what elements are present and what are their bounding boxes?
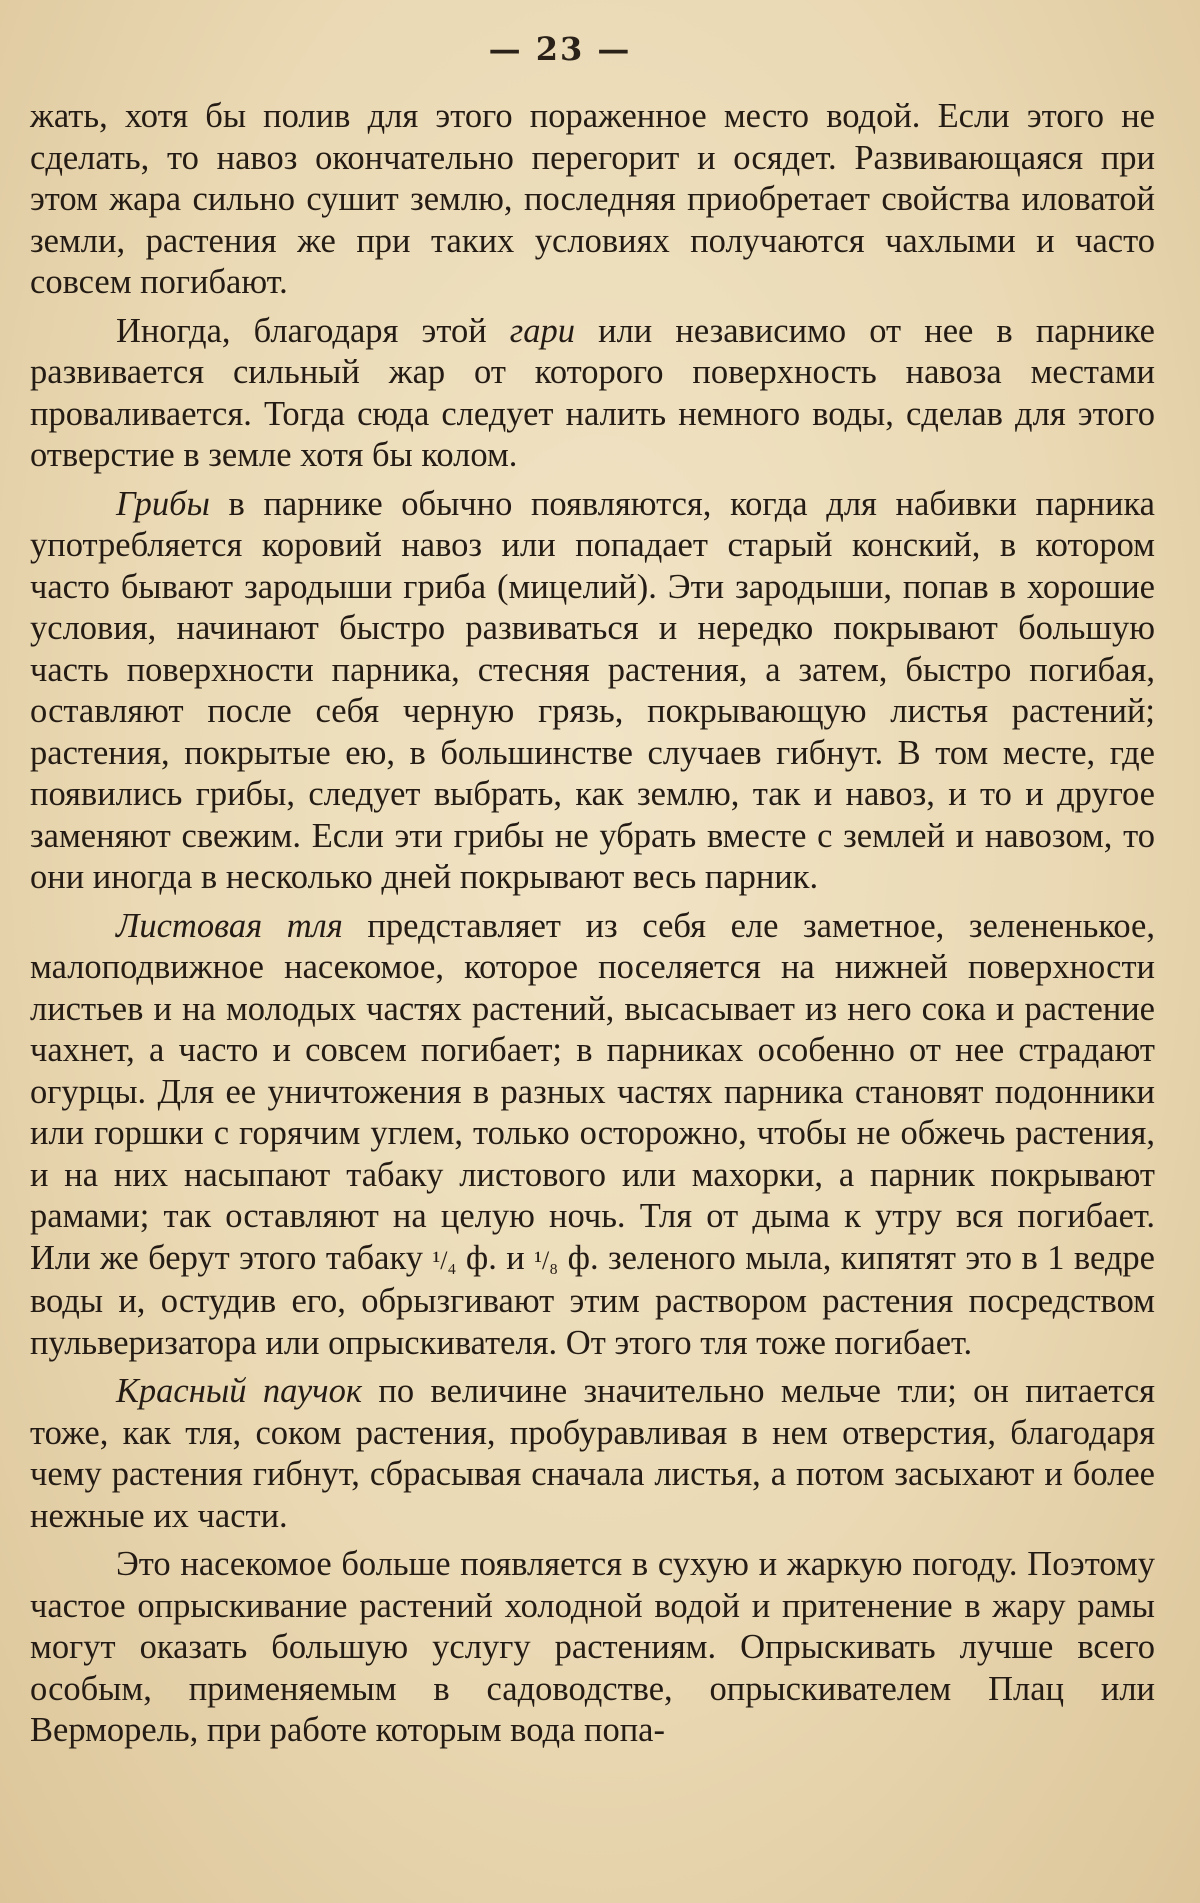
paragraph-5-text: по величине значительно мельче тли; он питается тоже, как тля, соком растения, пробуравливая в нем отверстия, благодаря чему растения гибнут, сбрасывая сначала листья, а потом засыхают и более нежные их части. [30, 1372, 1155, 1535]
paragraph-6-text: Это насекомое больше появляется в сухую и жаркую погоду. Поэтому частое опрыскивание растений холодной водой и притенение в жару рамы могут оказать большую услугу растениям. Опрыскивать лучше всего особым, применяемым в садоводстве, опрыскивателем Плац или Верморель, при работе которым вода попа- [30, 1545, 1155, 1749]
paragraph-5 [30, 1371, 1155, 1537]
paragraph-4-term: Листовая тля [116, 906, 343, 945]
page-text [30, 96, 1155, 1759]
paragraph-3 [30, 484, 1155, 899]
paragraph-6 [30, 1544, 1155, 1752]
paragraph-2-text: или независимо от нее в парнике развивается сильный жар от которого поверхность навоза местами проваливается. Тогда сюда следует налить немного воды, сделав для этого отверстие в земле хотя бы колом. [30, 311, 1155, 474]
paragraph-3-text: в парнике обычно появляются, когда для набивки парника употребляется коровий навоз или попадает старый конский, в котором часто бывают зародыши гриба (мицелий). Эти зародыши, попав в хорошие условия, начинают быстро развиваться и нередко покрывают большую часть поверхности парника, стесняя растения, а затем, быстро погибая, оставляют после себя черную грязь, покрывающую листья растений; растения, покрытые ею, в большинстве случаев гибнут. В том месте, где появились грибы, следует выбрать, как землю, так и навоз, и то и другое заменяют свежим. Если эти грибы не убрать вместе с землей и навозом, то они иногда в несколько дней покрывают весь парник. [30, 484, 1155, 896]
paragraph-4-tail: ф. зеленого мыла, кипятят это в 1 ведре воды и, остудив его, обрызгивают этим раствором растения посредством пульверизатора или опрыскивателя. От этого тля тоже погибает. [30, 1238, 1155, 1362]
paragraph-2-term: гари [509, 311, 576, 350]
paragraph-1-text: жать, хотя бы полив для этого пораженное место водой. Если этого не сделать, то навоз окончательно перегорит и осядет. Развивающаяся при этом жара сильно сушит землю, последняя приобретает свойства иловатой земли, растения же при таких условиях получаются чахлыми и часто совсем погибают. [30, 97, 1155, 301]
paragraph-3-term: Грибы [116, 484, 210, 523]
paragraph-1 [30, 96, 1155, 304]
paragraph-2 [30, 311, 1155, 477]
paragraph-4 [30, 906, 1155, 1365]
paragraph-4-mid: ф. и [456, 1238, 535, 1277]
paragraph-4-text: представляет из себя еле заметное, зелененькое, малоподвижное насекомое, которое поселяется на нижней поверхности листьев и на молодых частях растений, высасывает из него сока и растение чахнет, а часто и совсем погибает; в парниках особенно от нее страдают огурцы. Для ее уничтожения в разных частях парника становят подонники или горшки с горячим углем, только осторожно, чтобы не обжечь растения, и на них насыпают табаку листового или махорки, а парник покрывают рамами; так оставляют на целую ночь. Тля от дыма к утру вся погибает. Или же берут этого табаку [30, 906, 1155, 1277]
paragraph-5-term: Красный паучок [116, 1372, 363, 1410]
fraction-quarter: ¹/₄ [432, 1245, 457, 1275]
page-number: — 23 — [488, 30, 632, 68]
paragraph-2-lead: Иногда, благодаря этой [116, 311, 510, 350]
fraction-eighth: ¹/₈ [534, 1245, 559, 1275]
